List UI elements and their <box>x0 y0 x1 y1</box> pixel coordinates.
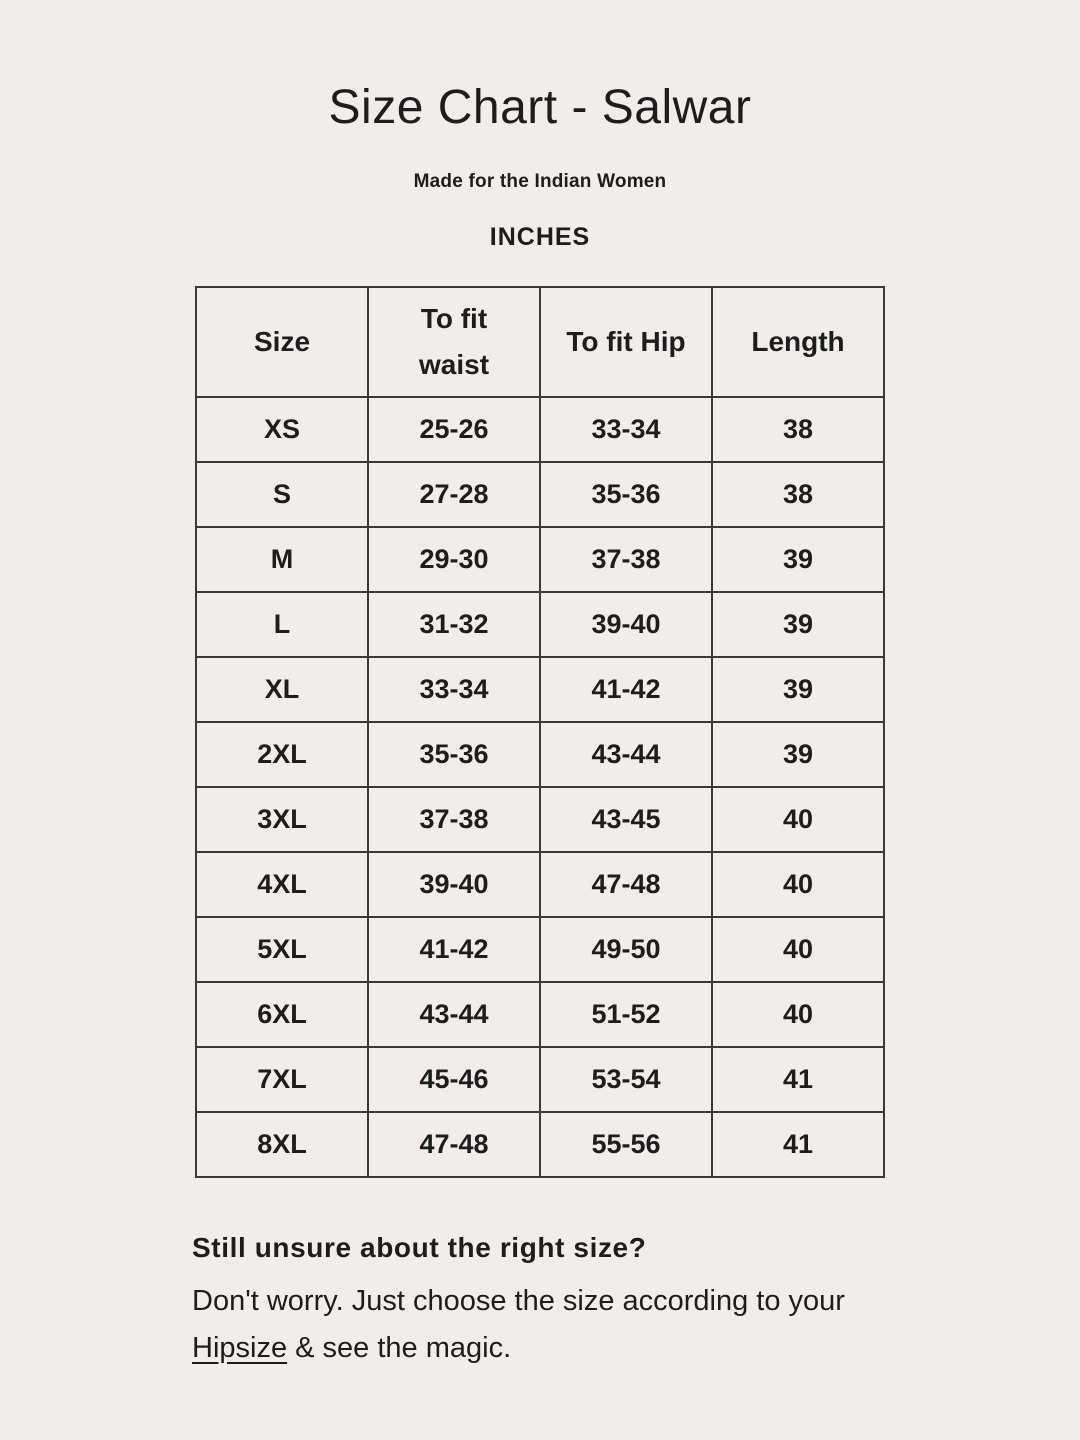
table-row <box>196 592 884 657</box>
column-header: To fit waist <box>368 287 540 397</box>
table-cell: 43-44 <box>368 982 540 1047</box>
table-cell: 41 <box>712 1112 884 1177</box>
table-cell: 39 <box>712 592 884 657</box>
table-cell: M <box>196 527 368 592</box>
table-cell: 33-34 <box>540 397 712 462</box>
table-cell: 8XL <box>196 1112 368 1177</box>
table-cell: 39 <box>712 722 884 787</box>
table-cell: 51-52 <box>540 982 712 1047</box>
table-cell: 6XL <box>196 982 368 1047</box>
table-cell: XL <box>196 657 368 722</box>
table-cell: 40 <box>712 982 884 1047</box>
table-row <box>196 852 884 917</box>
page-title: Size Chart - Salwar <box>328 81 752 134</box>
table-row <box>196 657 884 722</box>
table-cell: 39 <box>712 657 884 722</box>
table-cell: 25-26 <box>368 397 540 462</box>
table-cell: 4XL <box>196 852 368 917</box>
footer-body-part2: & see the magic. <box>287 1331 512 1364</box>
table-cell: 29-30 <box>368 527 540 592</box>
column-header: To fit Hip <box>540 287 712 397</box>
table-row <box>196 397 884 462</box>
size-table-body <box>196 397 884 1177</box>
table-cell: 35-36 <box>368 722 540 787</box>
footer-note <box>192 1232 902 1372</box>
unit-label: INCHES <box>489 223 591 251</box>
table-cell: 43-44 <box>540 722 712 787</box>
footer-body <box>192 1278 902 1372</box>
column-header: Length <box>712 287 884 397</box>
table-header-row <box>196 287 884 397</box>
table-row <box>196 722 884 787</box>
table-cell: 41 <box>712 1047 884 1112</box>
table-cell: S <box>196 462 368 527</box>
table-cell: 41-42 <box>540 657 712 722</box>
table-cell: 39-40 <box>368 852 540 917</box>
table-row <box>196 1047 884 1112</box>
footer-heading: Still unsure about the right size? <box>192 1232 647 1263</box>
table-cell: 55-56 <box>540 1112 712 1177</box>
table-cell: 39 <box>712 527 884 592</box>
table-cell: 45-46 <box>368 1047 540 1112</box>
table-cell: 49-50 <box>540 917 712 982</box>
table-cell: 41-42 <box>368 917 540 982</box>
table-cell: 35-36 <box>540 462 712 527</box>
table-row <box>196 462 884 527</box>
table-cell: 2XL <box>196 722 368 787</box>
table-row <box>196 917 884 982</box>
table-cell: 47-48 <box>368 1112 540 1177</box>
table-cell: L <box>196 592 368 657</box>
table-row <box>196 527 884 592</box>
size-table <box>195 286 885 1178</box>
table-cell: 5XL <box>196 917 368 982</box>
table-row <box>196 982 884 1047</box>
table-cell: 40 <box>712 852 884 917</box>
table-cell: 3XL <box>196 787 368 852</box>
page-subtitle: Made for the Indian Women <box>413 171 667 192</box>
table-cell: 37-38 <box>540 527 712 592</box>
footer-body-part1: Don't worry. Just choose the size according to your <box>192 1285 845 1317</box>
table-cell: 38 <box>712 462 884 527</box>
table-cell: 47-48 <box>540 852 712 917</box>
table-cell: 38 <box>712 397 884 462</box>
table-cell: 40 <box>712 787 884 852</box>
table-cell: 31-32 <box>368 592 540 657</box>
table-cell: 53-54 <box>540 1047 712 1112</box>
table-cell: 37-38 <box>368 787 540 852</box>
table-row <box>196 787 884 852</box>
table-cell: 33-34 <box>368 657 540 722</box>
table-cell: 39-40 <box>540 592 712 657</box>
hipsize-link[interactable]: Hipsize <box>192 1331 288 1364</box>
table-row <box>196 1112 884 1177</box>
table-cell: 27-28 <box>368 462 540 527</box>
table-cell: 7XL <box>196 1047 368 1112</box>
table-cell: 40 <box>712 917 884 982</box>
table-cell: XS <box>196 397 368 462</box>
column-header: Size <box>196 287 368 397</box>
table-cell: 43-45 <box>540 787 712 852</box>
